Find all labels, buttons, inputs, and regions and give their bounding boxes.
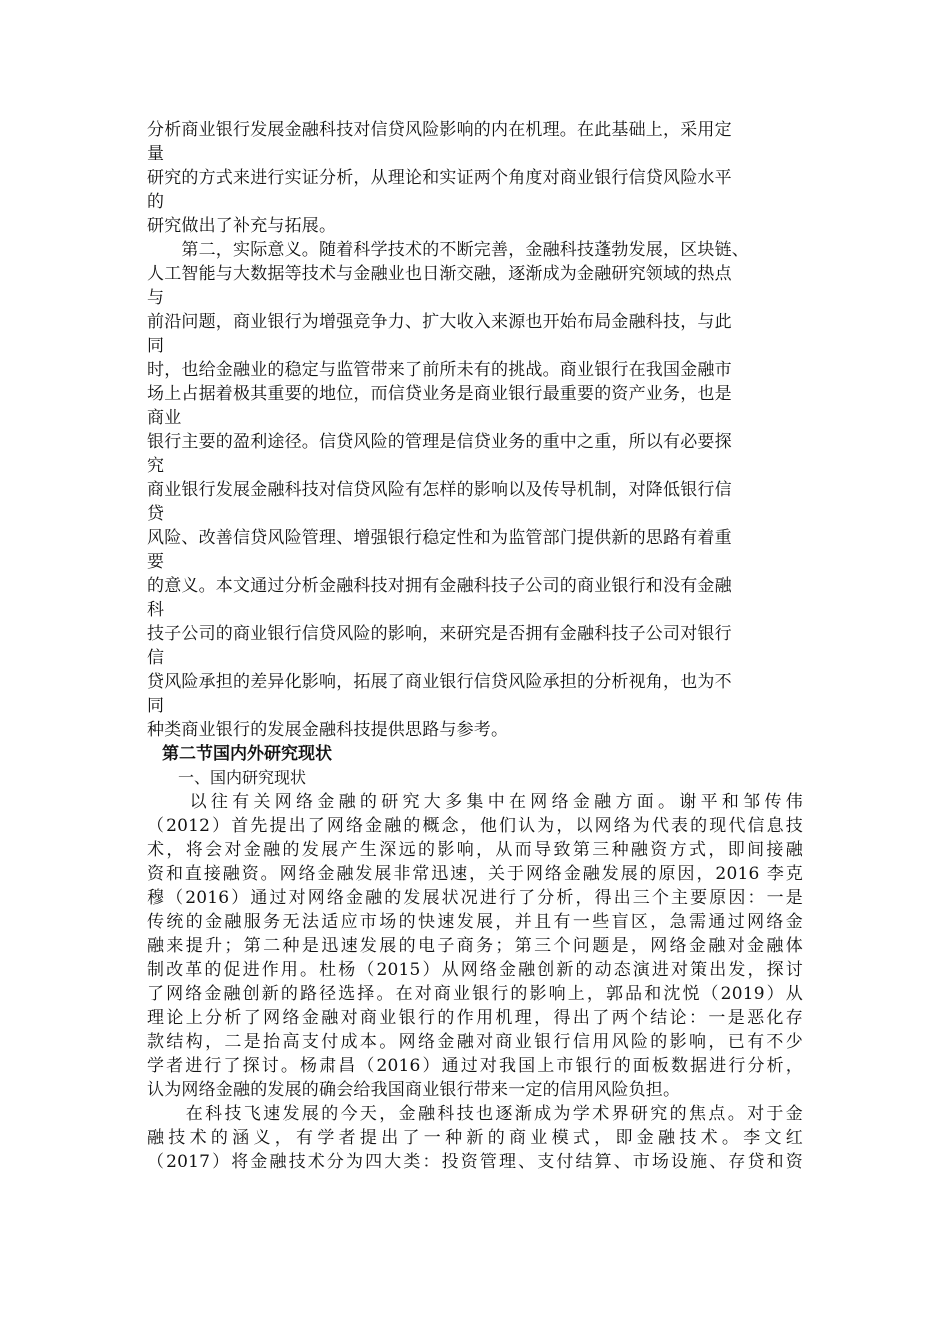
paragraph-line: 研究做出了补充与拓展。 — [147, 216, 337, 236]
paragraph-line: 科 — [147, 600, 165, 620]
paragraph-line: 究 — [147, 456, 165, 476]
paragraph-line: 商业 — [147, 408, 182, 428]
section-heading: 第二节国内外研究现状 — [162, 744, 332, 764]
paragraph-line: 时，也给金融业的稳定与监管带来了前所未有的挑战。商业银行在我国金融市 — [147, 360, 732, 380]
paragraph-line: 融来提升；第二种是迅速发展的电子商务；第三个问题是，网络金融对金融体 — [147, 936, 803, 956]
paragraph-line: 技子公司的商业银行信贷风险的影响，来研究是否拥有金融科技子公司对银行 — [147, 624, 732, 644]
paragraph-line: 的意义。本文通过分析金融科技对拥有金融科技子公司的商业银行和没有金融 — [147, 576, 732, 596]
paragraph-line: 制改革的促进作用。杜杨（2015）从网络金融创新的动态演进对策出发，探讨 — [147, 960, 803, 980]
paragraph-line: 量 — [147, 144, 165, 164]
paragraph-line: 场上占据着极其重要的地位，而信贷业务是商业银行最重要的资产业务，也是 — [147, 384, 732, 404]
paragraph-line: 的 — [147, 192, 165, 212]
subsection-heading: 一、国内研究现状 — [178, 768, 307, 787]
paragraph-line: 要 — [147, 552, 165, 572]
paragraph-line: 银行主要的盈利途径。信贷风险的管理是信贷业务的重中之重，所以有必要探 — [147, 432, 732, 452]
paragraph-line: 款结构，二是抬高支付成本。网络金融对商业银行信用风险的影响，已有不少 — [147, 1032, 803, 1052]
paragraph-line: 贷风险承担的差异化影响，拓展了商业银行信贷风险承担的分析视角，也为不 — [147, 672, 732, 692]
paragraph-line: 前沿问题，商业银行为增强竞争力、扩大收入来源也开始布局金融科技，与此 — [147, 312, 732, 332]
paragraph-line: 贷 — [147, 504, 165, 524]
paragraph-line: 第二，实际意义。随着科学技术的不断完善，金融科技蓬勃发展，区块链、 — [147, 240, 749, 260]
paragraph-line: （2017）将金融技术分为四大类：投资管理、支付结算、市场设施、存贷和资 — [147, 1152, 803, 1172]
paragraph-line: 风险、改善信贷风险管理、增强银行稳定性和为监管部门提供新的思路有着重 — [147, 528, 732, 548]
paragraph-line: 学者进行了探讨。杨肃昌（2016）通过对我国上市银行的面板数据进行分析， — [147, 1056, 803, 1076]
paragraph-line: 术，将会对金融的发展产生深远的影响，从而导致第三种融资方式，即间接融 — [147, 840, 803, 860]
paragraph-line: 分析商业银行发展金融科技对信贷风险影响的内在机理。在此基础上，采用定 — [147, 120, 732, 140]
paragraph-line: 同 — [147, 336, 165, 356]
paragraph-line: 在科技飞速发展的今天，金融科技也逐渐成为学术界研究的焦点。对于金 — [147, 1104, 803, 1124]
paragraph-line: 与 — [147, 288, 165, 308]
paragraph-line: 商业银行发展金融科技对信贷风险有怎样的影响以及传导机制，对降低银行信 — [147, 480, 732, 500]
paragraph-line: 种类商业银行的发展金融科技提供思路与参考。 — [147, 720, 509, 740]
paragraph-line: 融技术的涵义，有学者提出了一种新的商业模式，即金融技术。李文红 — [147, 1128, 803, 1148]
paragraph-line: 资和直接融资。网络金融发展非常迅速，关于网络金融发展的原因，2016 李克 — [147, 864, 803, 884]
paragraph-line: 传统的金融服务无法适应市场的快速发展，并且有一些盲区，急需通过网络金 — [147, 912, 803, 932]
paragraph-line: 人工智能与大数据等技术与金融业也日渐交融，逐渐成为金融研究领域的热点 — [147, 264, 732, 284]
paragraph-line: 同 — [147, 696, 165, 716]
paragraph-line: 理论上分析了网络金融对商业银行的作用机理，得出了两个结论：一是恶化存 — [147, 1008, 803, 1028]
paragraph-line: 了网络金融创新的路径选择。在对商业银行的影响上，郭品和沈悦（2019）从 — [147, 984, 803, 1004]
paragraph-line: 穆（2016）通过对网络金融的发展状况进行了分析，得出三个主要原因：一是 — [147, 888, 803, 908]
paragraph-line: （2012）首先提出了网络金融的概念，他们认为，以网络为代表的现代信息技 — [147, 816, 803, 836]
paragraph-line: 以往有关网络金融的研究大多集中在网络金融方面。谢平和邹传伟 — [147, 792, 803, 812]
paragraph-line: 认为网络金融的发展的确会给我国商业银行带来一定的信用风险负担。 — [147, 1080, 681, 1100]
paragraph-line: 研究的方式来进行实证分析，从理论和实证两个角度对商业银行信贷风险水平 — [147, 168, 732, 188]
paragraph-line: 信 — [147, 648, 165, 668]
